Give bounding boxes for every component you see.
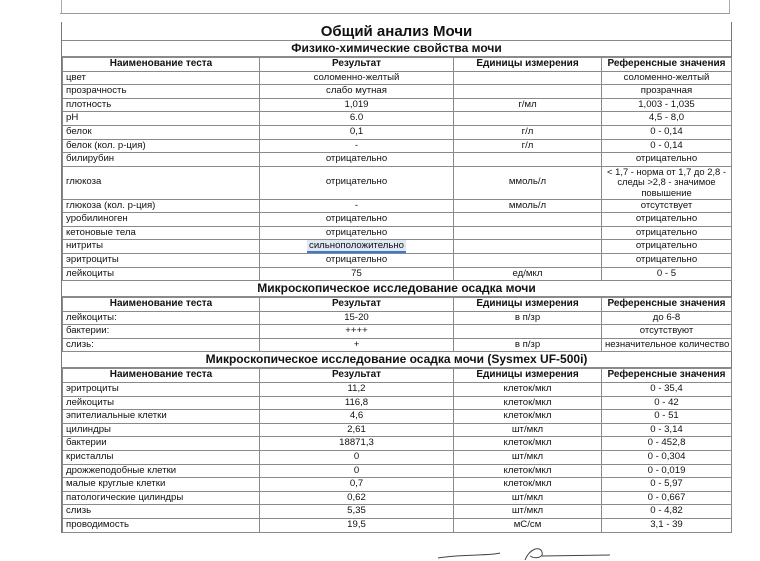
reference-cell: отрицательно	[602, 240, 732, 254]
test-name-cell: лейкоциты	[63, 267, 260, 281]
units-cell	[454, 71, 602, 85]
table-row	[63, 478, 732, 492]
result-cell: 0,7	[260, 478, 454, 492]
table-row	[63, 199, 732, 213]
table-header-row	[63, 298, 732, 312]
units-cell: г/л	[454, 139, 602, 153]
units-cell	[454, 325, 602, 339]
units-cell	[454, 112, 602, 126]
result-cell: 5,35	[260, 505, 454, 519]
result-cell: 116,8	[260, 396, 454, 410]
reference-cell: 0 - 35,4	[602, 383, 732, 397]
result-cell: отрицательно	[260, 253, 454, 267]
reference-cell: 0 - 452,8	[602, 437, 732, 451]
reference-cell: 1,003 - 1,035	[602, 98, 732, 112]
table-physchem-body	[63, 71, 732, 281]
test-name-cell: малые круглые клетки	[63, 478, 260, 492]
highlighted-result: сильноположительно	[309, 240, 404, 252]
reference-cell: 0 - 0,667	[602, 491, 732, 505]
units-cell: г/л	[454, 125, 602, 139]
table-row	[63, 240, 732, 254]
units-cell: клеток/мкл	[454, 437, 602, 451]
result-cell: 0,62	[260, 491, 454, 505]
table-row	[63, 423, 732, 437]
units-cell	[454, 153, 602, 167]
section-title-sysmex: Микроскопическое исследование осадка мочи (Sysmex UF-500i)	[62, 352, 731, 368]
test-name-cell: кетоновые тела	[63, 226, 260, 240]
result-cell: слабо мутная	[260, 85, 454, 99]
result-cell: 2,61	[260, 423, 454, 437]
reference-cell: отрицательно	[602, 226, 732, 240]
table-sysmex-body	[63, 383, 732, 533]
result-cell	[260, 240, 454, 254]
reference-cell: отрицательно	[602, 153, 732, 167]
result-cell: -	[260, 139, 454, 153]
units-cell: клеток/мкл	[454, 478, 602, 492]
table-header-row	[63, 369, 732, 383]
test-name-cell: эритроциты	[63, 253, 260, 267]
test-name-cell: лейкоциты:	[63, 311, 260, 325]
units-cell	[454, 240, 602, 254]
reference-cell: до 6-8	[602, 311, 732, 325]
result-cell: 1,019	[260, 98, 454, 112]
result-cell: 6.0	[260, 112, 454, 126]
table-row	[63, 98, 732, 112]
units-cell	[454, 213, 602, 227]
units-cell: шт/мкл	[454, 505, 602, 519]
signature-scribble	[430, 544, 630, 561]
test-name-cell: плотность	[63, 98, 260, 112]
reference-cell: отрицательно	[602, 213, 732, 227]
units-cell: ммоль/л	[454, 199, 602, 213]
reference-cell: отрицательно	[602, 253, 732, 267]
table-row	[63, 491, 732, 505]
table-row	[63, 451, 732, 465]
header-test-name: Наименование теста	[63, 298, 260, 312]
table-row	[63, 153, 732, 167]
units-cell: г/мл	[454, 98, 602, 112]
table-row	[63, 325, 732, 339]
table-physchem	[62, 57, 732, 281]
units-cell: клеток/мкл	[454, 464, 602, 478]
result-cell: 0,1	[260, 125, 454, 139]
page-edge-left	[61, 0, 62, 14]
result-cell: 15-20	[260, 311, 454, 325]
table-row	[63, 437, 732, 451]
result-cell: отрицательно	[260, 226, 454, 240]
reference-cell: 0 - 0,14	[602, 139, 732, 153]
test-name-cell: нитриты	[63, 240, 260, 254]
units-cell	[454, 226, 602, 240]
reference-cell: 0 - 5,97	[602, 478, 732, 492]
section-title-microscopy: Микроскопическое исследование осадка мочи	[62, 281, 731, 297]
header-result: Результат	[260, 369, 454, 383]
reference-cell: 4,5 - 8,0	[602, 112, 732, 126]
test-name-cell: лейкоциты	[63, 396, 260, 410]
table-row	[63, 410, 732, 424]
test-name-cell: прозрачность	[63, 85, 260, 99]
header-units: Единицы измерения	[454, 298, 602, 312]
result-cell: ++++	[260, 325, 454, 339]
table-row	[63, 213, 732, 227]
units-cell: в п/зр	[454, 311, 602, 325]
result-cell: 11,2	[260, 383, 454, 397]
header-result: Результат	[260, 58, 454, 72]
reference-cell: < 1,7 - норма от 1,7 до 2,8 - следы >2,8 - значимое повышение	[602, 166, 732, 199]
reference-cell: 0 - 42	[602, 396, 732, 410]
header-units: Единицы измерения	[454, 58, 602, 72]
units-cell: шт/мкл	[454, 491, 602, 505]
reference-cell: 0 - 0,14	[602, 125, 732, 139]
result-cell: 4,6	[260, 410, 454, 424]
reference-cell: 0 - 5	[602, 267, 732, 281]
header-reference: Референсные значения	[602, 298, 732, 312]
units-cell: шт/мкл	[454, 423, 602, 437]
units-cell	[454, 85, 602, 99]
table-row	[63, 71, 732, 85]
reference-cell: 0 - 51	[602, 410, 732, 424]
report-title: Общий анализ Мочи	[62, 22, 731, 41]
test-name-cell: глюкоза	[63, 166, 260, 199]
table-row	[63, 166, 732, 199]
test-name-cell: глюкоза (кол. р-ция)	[63, 199, 260, 213]
reference-cell: 0 - 0,019	[602, 464, 732, 478]
table-row	[63, 311, 732, 325]
units-cell: клеток/мкл	[454, 383, 602, 397]
header-test-name: Наименование теста	[63, 58, 260, 72]
table-row	[63, 125, 732, 139]
test-name-cell: бактерии	[63, 437, 260, 451]
result-cell: +	[260, 338, 454, 352]
table-row	[63, 519, 732, 533]
test-name-cell: билирубин	[63, 153, 260, 167]
test-name-cell: белок (кол. р-ция)	[63, 139, 260, 153]
units-cell: ммоль/л	[454, 166, 602, 199]
reference-cell: 0 - 3,14	[602, 423, 732, 437]
table-row	[63, 383, 732, 397]
result-cell: -	[260, 199, 454, 213]
test-name-cell: бактерии:	[63, 325, 260, 339]
test-name-cell: эпителиальные клетки	[63, 410, 260, 424]
table-row	[63, 112, 732, 126]
table-header-row	[63, 58, 732, 72]
reference-cell: прозрачная	[602, 85, 732, 99]
result-cell: 0	[260, 464, 454, 478]
page-edge-right	[729, 0, 730, 14]
header-result: Результат	[260, 298, 454, 312]
result-cell: 0	[260, 451, 454, 465]
table-row	[63, 505, 732, 519]
test-name-cell: эритроциты	[63, 383, 260, 397]
table-row	[63, 85, 732, 99]
test-name-cell: слизь	[63, 505, 260, 519]
units-cell: ед/мкл	[454, 267, 602, 281]
test-name-cell: проводимость	[63, 519, 260, 533]
header-reference: Референсные значения	[602, 369, 732, 383]
lab-report	[61, 22, 732, 533]
header-reference: Референсные значения	[602, 58, 732, 72]
reference-cell: 0 - 0,304	[602, 451, 732, 465]
table-row	[63, 338, 732, 352]
reference-cell: отсутствует	[602, 199, 732, 213]
reference-cell: соломенно-желтый	[602, 71, 732, 85]
table-row	[63, 396, 732, 410]
units-cell: клеток/мкл	[454, 396, 602, 410]
units-cell	[454, 253, 602, 267]
reference-cell: незначительное количество	[602, 338, 732, 352]
result-cell: 18871,3	[260, 437, 454, 451]
table-microscopy	[62, 297, 732, 352]
result-cell: отрицательно	[260, 153, 454, 167]
header-test-name: Наименование теста	[63, 369, 260, 383]
result-cell: 75	[260, 267, 454, 281]
result-cell: отрицательно	[260, 166, 454, 199]
test-name-cell: цвет	[63, 71, 260, 85]
result-cell: отрицательно	[260, 213, 454, 227]
test-name-cell: уробилиноген	[63, 213, 260, 227]
table-microscopy-body	[63, 311, 732, 352]
reference-cell: 3,1 - 39	[602, 519, 732, 533]
test-name-cell: цилиндры	[63, 423, 260, 437]
section-title-physchem: Физико-химические свойства мочи	[62, 41, 731, 57]
result-cell: 19,5	[260, 519, 454, 533]
units-cell: клеток/мкл	[454, 410, 602, 424]
test-name-cell: белок	[63, 125, 260, 139]
table-row	[63, 226, 732, 240]
table-row	[63, 464, 732, 478]
table-row	[63, 139, 732, 153]
page-top-border	[60, 13, 730, 14]
reference-cell: 0 - 4,82	[602, 505, 732, 519]
test-name-cell: патологические цилиндры	[63, 491, 260, 505]
reference-cell: отсутствуют	[602, 325, 732, 339]
table-row	[63, 253, 732, 267]
test-name-cell: слизь:	[63, 338, 260, 352]
test-name-cell: pH	[63, 112, 260, 126]
units-cell: в п/зр	[454, 338, 602, 352]
units-cell: мС/см	[454, 519, 602, 533]
test-name-cell: кристаллы	[63, 451, 260, 465]
table-row	[63, 267, 732, 281]
units-cell: шт/мкл	[454, 451, 602, 465]
table-sysmex	[62, 368, 732, 532]
header-units: Единицы измерения	[454, 369, 602, 383]
test-name-cell: дрожжеподобные клетки	[63, 464, 260, 478]
result-cell: соломенно-желтый	[260, 71, 454, 85]
